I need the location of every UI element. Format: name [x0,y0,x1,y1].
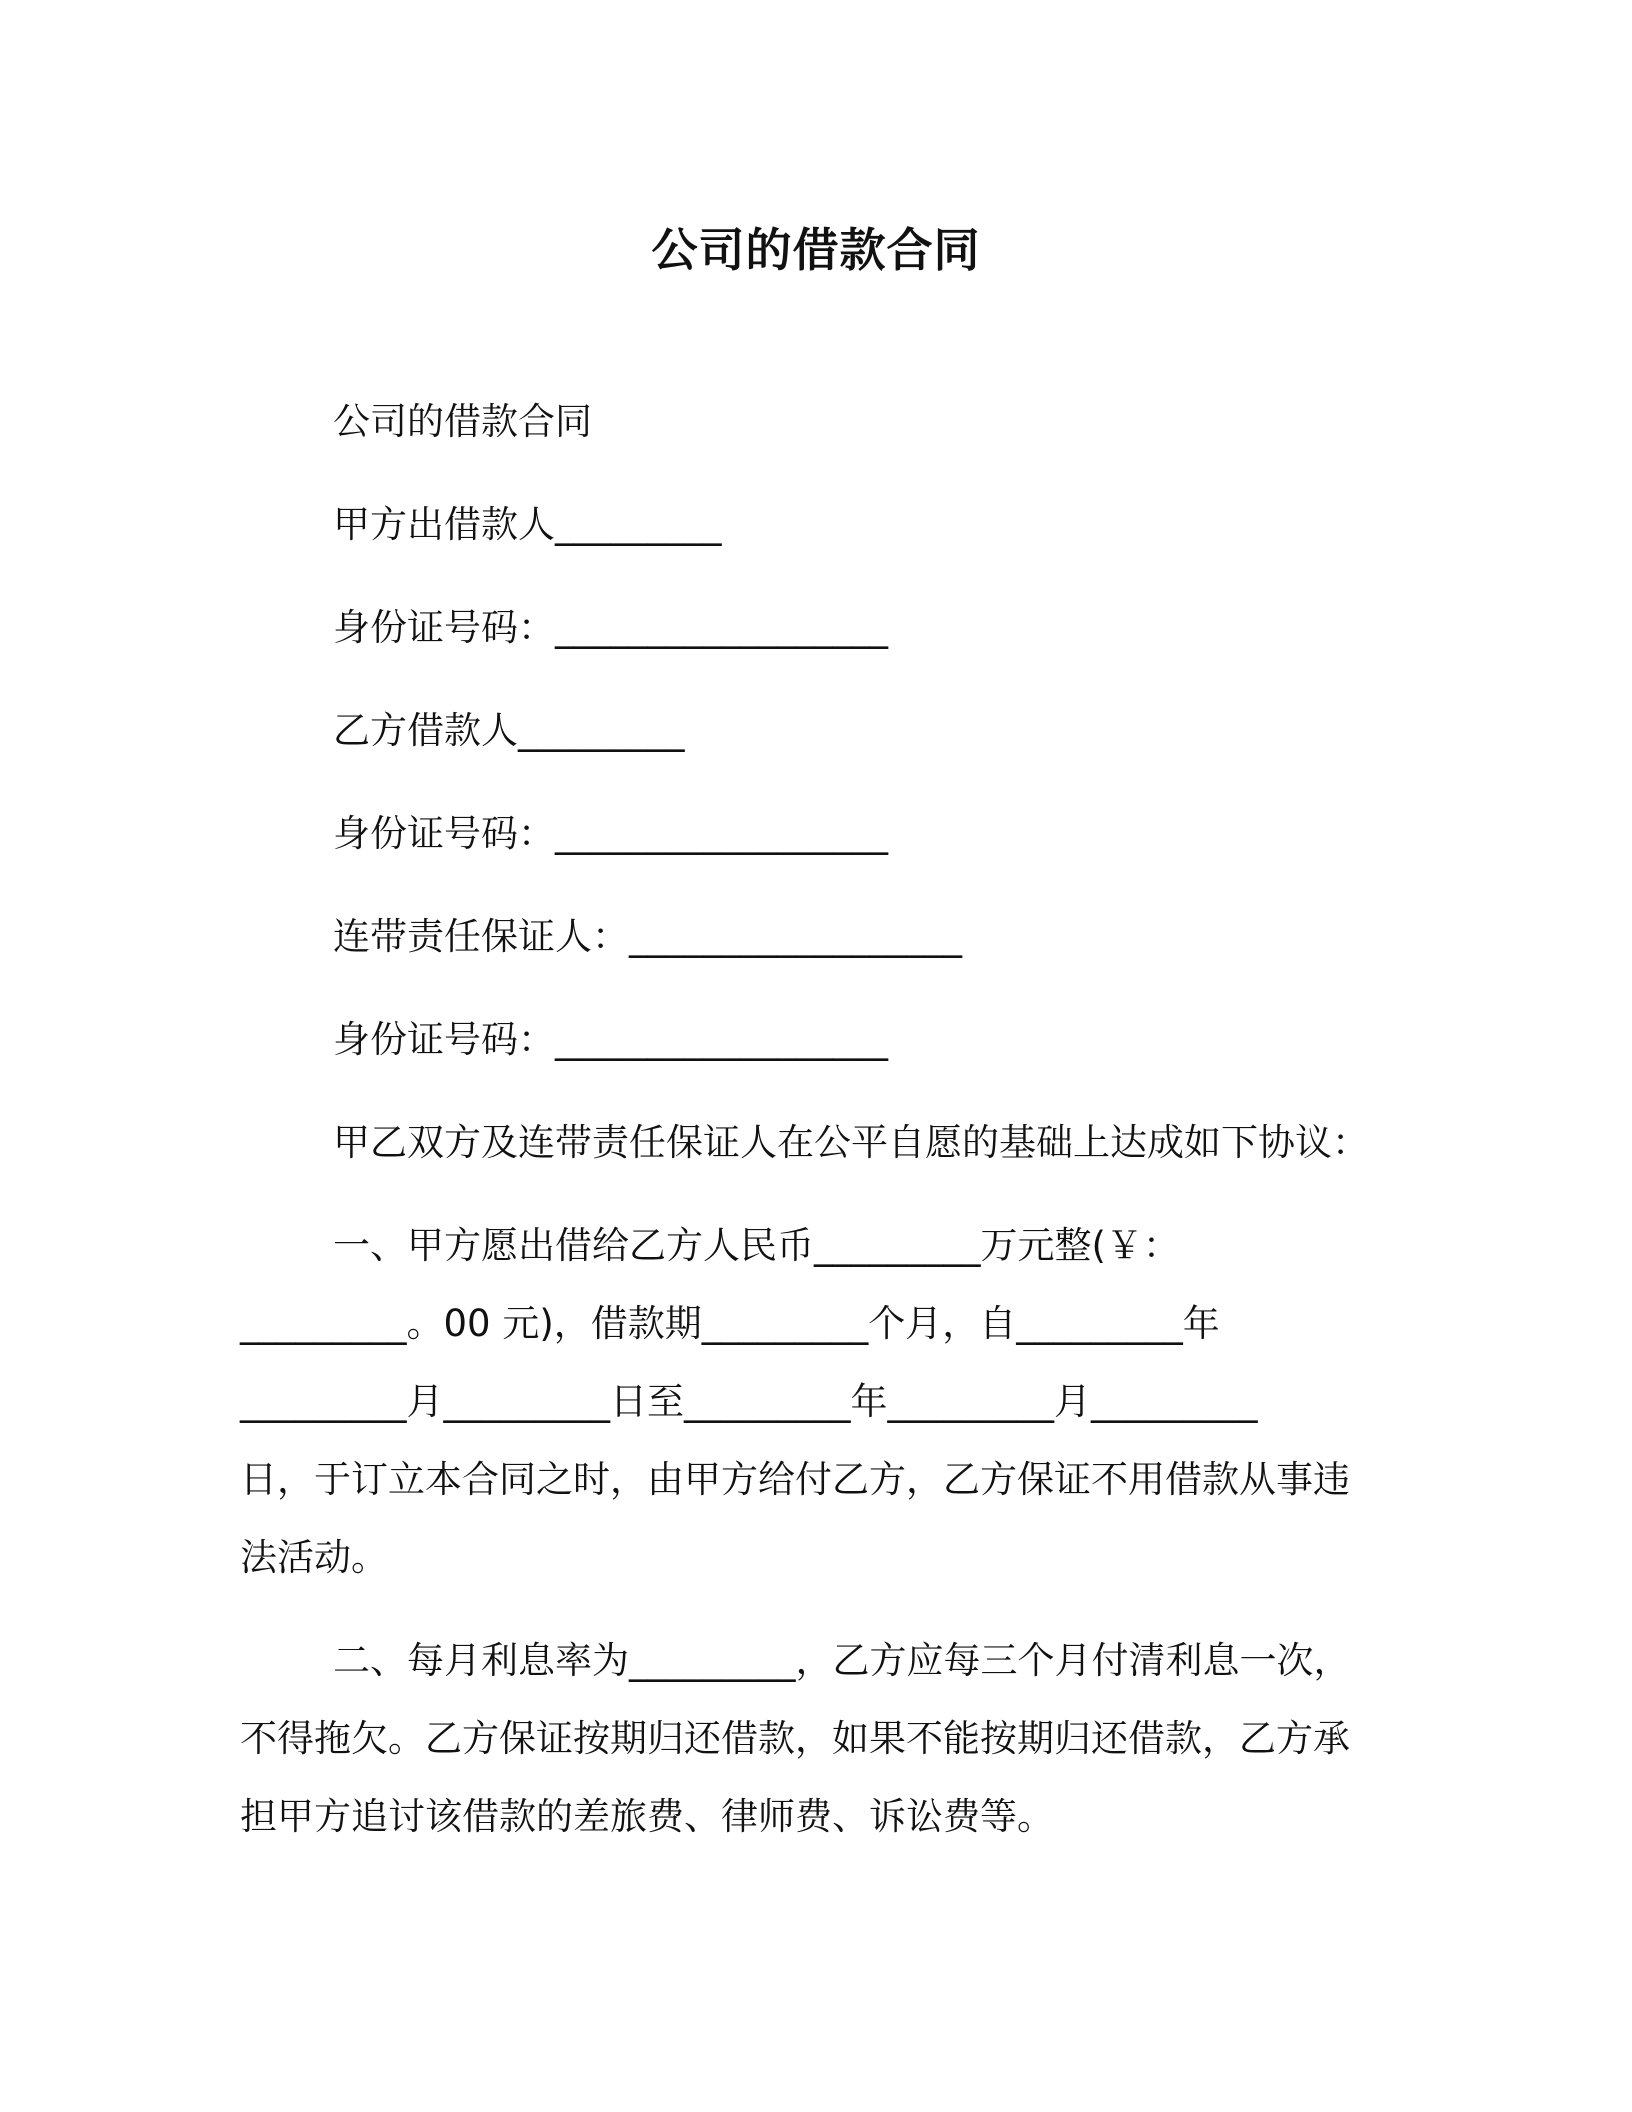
agreement-intro-line: 甲乙双方及连带责任保证人在公平自愿的基础上达成如下协议： [333,1121,1369,1164]
heading-line: 公司的借款合同 [333,400,592,443]
clause-2-line-1: 二、每月利息率为_________，乙方应每三个月付清利息一次， [333,1639,1351,1682]
clause-2-line-2: 不得拖欠。乙方保证按期归还借款，如果不能按期归还借款，乙方承 [240,1717,1350,1760]
lender-line: 甲方出借款人_________ [333,503,722,546]
guarantor-line: 连带责任保证人：__________________ [333,915,962,958]
clause-2-line-3: 担甲方追讨该借款的差旅费、律师费、诉讼费等。 [240,1795,1054,1838]
clause-1-line-1: 一、甲方愿出借给乙方人民币_________万元整(￥： [333,1224,1180,1267]
clause-1-line-5: 法活动。 [240,1536,388,1579]
guarantor-id-line: 身份证号码：__________________ [333,1018,888,1061]
lender-id-line: 身份证号码：__________________ [333,606,888,649]
clause-1-line-3: _________月_________日至_________年_________月_________ [240,1380,1258,1423]
clause-1-line-4: 日，于订立本合同之时，由甲方给付乙方，乙方保证不用借款从事违 [240,1458,1350,1501]
borrower-line: 乙方借款人_________ [333,709,685,752]
clause-1-line-2: _________。00 元)，借款期_________个月，自_________年 [240,1302,1220,1345]
document-title: 公司的借款合同 [651,223,981,277]
borrower-id-line: 身份证号码：__________________ [333,812,888,855]
